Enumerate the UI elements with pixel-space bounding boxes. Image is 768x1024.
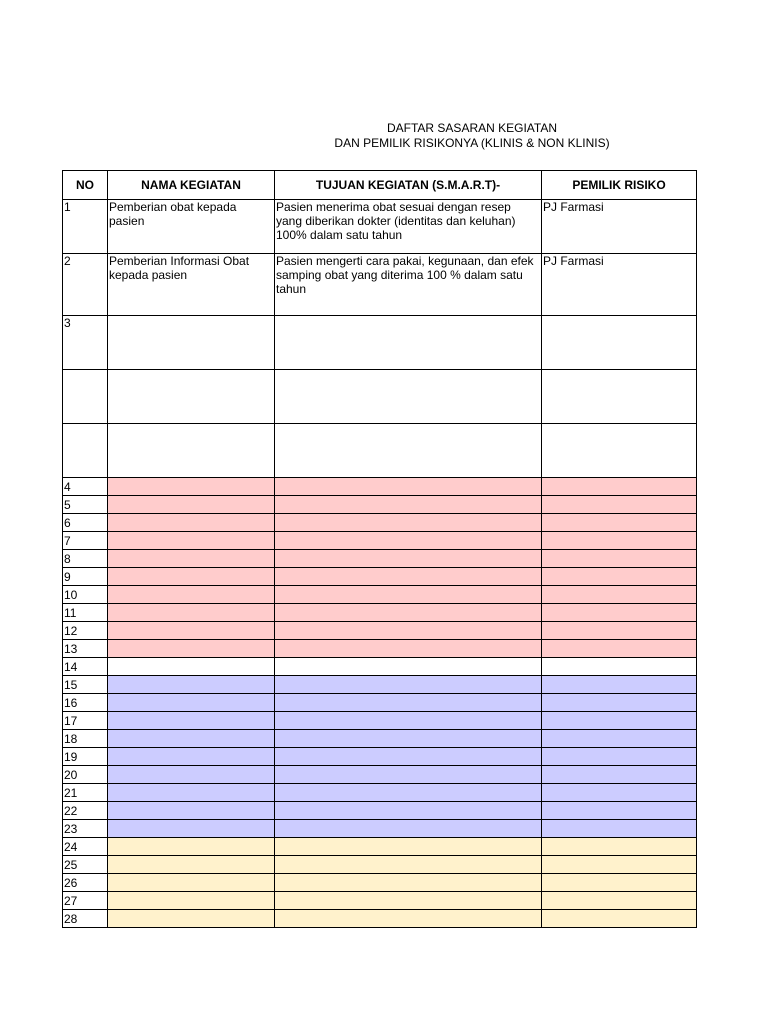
- cell-tujuan-kegiatan[interactable]: [275, 730, 542, 748]
- cell-nama-kegiatan[interactable]: [108, 766, 275, 784]
- table-row: [63, 838, 697, 856]
- cell-nama-kegiatan[interactable]: Pemberian obat kepada pasien: [108, 200, 275, 254]
- cell-no[interactable]: 19: [63, 748, 108, 766]
- cell-pemilik-risiko[interactable]: [542, 514, 697, 532]
- cell-pemilik-risiko[interactable]: [542, 424, 697, 478]
- table-row: [63, 478, 697, 496]
- cell-tujuan-kegiatan[interactable]: [275, 712, 542, 730]
- table-row: [63, 316, 697, 370]
- cell-pemilik-risiko[interactable]: [542, 820, 697, 838]
- cell-no[interactable]: 1: [63, 200, 108, 254]
- cell-nama-kegiatan[interactable]: [108, 694, 275, 712]
- cell-no[interactable]: 4: [63, 478, 108, 496]
- table-row: [63, 892, 697, 910]
- table-row: [63, 514, 697, 532]
- cell-tujuan-kegiatan[interactable]: [275, 838, 542, 856]
- cell-nama-kegiatan[interactable]: [108, 838, 275, 856]
- table-row: [63, 532, 697, 550]
- table-row: [63, 694, 697, 712]
- cell-tujuan-kegiatan[interactable]: [275, 658, 542, 676]
- cell-no[interactable]: 9: [63, 568, 108, 586]
- cell-pemilik-risiko[interactable]: [542, 478, 697, 496]
- table-row: [63, 640, 697, 658]
- cell-pemilik-risiko[interactable]: [542, 892, 697, 910]
- cell-nama-kegiatan[interactable]: [108, 604, 275, 622]
- cell-tujuan-kegiatan[interactable]: Pasien menerima obat sesuai dengan resep yang diberikan dokter (identitas dan keluhan) 100% dalam satu tahun: [275, 200, 542, 254]
- cell-no[interactable]: 14: [63, 658, 108, 676]
- table-row: [63, 586, 697, 604]
- cell-pemilik-risiko[interactable]: [542, 910, 697, 928]
- cell-tujuan-kegiatan[interactable]: [275, 370, 542, 424]
- cell-tujuan-kegiatan[interactable]: [275, 424, 542, 478]
- table-row: [63, 622, 697, 640]
- cell-pemilik-risiko[interactable]: [542, 496, 697, 514]
- table-row: [63, 910, 697, 928]
- table-row: [63, 874, 697, 892]
- cell-nama-kegiatan[interactable]: [108, 370, 275, 424]
- cell-nama-kegiatan[interactable]: [108, 892, 275, 910]
- table-row: [63, 496, 697, 514]
- cell-tujuan-kegiatan[interactable]: [275, 784, 542, 802]
- cell-nama-kegiatan[interactable]: [108, 730, 275, 748]
- cell-pemilik-risiko[interactable]: PJ Farmasi: [542, 254, 697, 316]
- cell-tujuan-kegiatan[interactable]: [275, 514, 542, 532]
- cell-no[interactable]: 8: [63, 550, 108, 568]
- cell-nama-kegiatan[interactable]: [108, 622, 275, 640]
- cell-no[interactable]: [63, 424, 108, 478]
- cell-nama-kegiatan[interactable]: [108, 856, 275, 874]
- document-title-line-2: DAN PEMILIK RISIKONYA (KLINIS & NON KLINIS): [334, 136, 610, 150]
- cell-pemilik-risiko[interactable]: [542, 568, 697, 586]
- cell-pemilik-risiko[interactable]: [542, 586, 697, 604]
- cell-nama-kegiatan[interactable]: [108, 514, 275, 532]
- cell-tujuan-kegiatan[interactable]: [275, 694, 542, 712]
- cell-pemilik-risiko[interactable]: [542, 730, 697, 748]
- cell-nama-kegiatan[interactable]: [108, 478, 275, 496]
- cell-pemilik-risiko[interactable]: [542, 370, 697, 424]
- header-nama-kegiatan: NAMA KEGIATAN: [108, 171, 275, 200]
- cell-no[interactable]: 18: [63, 730, 108, 748]
- cell-nama-kegiatan[interactable]: Pemberian Informasi Obat kepada pasien: [108, 254, 275, 316]
- cell-no[interactable]: 25: [63, 856, 108, 874]
- cell-no[interactable]: 17: [63, 712, 108, 730]
- cell-tujuan-kegiatan[interactable]: [275, 820, 542, 838]
- cell-pemilik-risiko[interactable]: [542, 550, 697, 568]
- cell-no[interactable]: 22: [63, 802, 108, 820]
- cell-nama-kegiatan[interactable]: [108, 784, 275, 802]
- header-pemilik-risiko: PEMILIK RISIKO: [542, 171, 697, 200]
- table-row: [63, 748, 697, 766]
- cell-no[interactable]: 23: [63, 820, 108, 838]
- cell-nama-kegiatan[interactable]: [108, 802, 275, 820]
- cell-nama-kegiatan[interactable]: [108, 640, 275, 658]
- cell-no[interactable]: 11: [63, 604, 108, 622]
- table-row: [63, 424, 697, 478]
- table-row: [63, 730, 697, 748]
- cell-nama-kegiatan[interactable]: [108, 586, 275, 604]
- cell-no[interactable]: 28: [63, 910, 108, 928]
- cell-pemilik-risiko[interactable]: [542, 856, 697, 874]
- table-row: [63, 568, 697, 586]
- cell-no[interactable]: 15: [63, 676, 108, 694]
- cell-no[interactable]: 5: [63, 496, 108, 514]
- cell-tujuan-kegiatan[interactable]: Pasien mengerti cara pakai, kegunaan, dan efek samping obat yang diterima 100 % dalam satu tahun: [275, 254, 542, 316]
- cell-nama-kegiatan[interactable]: [108, 568, 275, 586]
- cell-no[interactable]: 12: [63, 622, 108, 640]
- cell-pemilik-risiko[interactable]: [542, 694, 697, 712]
- cell-nama-kegiatan[interactable]: [108, 496, 275, 514]
- cell-pemilik-risiko[interactable]: PJ Farmasi: [542, 200, 697, 254]
- cell-pemilik-risiko[interactable]: [542, 874, 697, 892]
- table-row: [63, 370, 697, 424]
- header-no: NO: [63, 171, 108, 200]
- cell-tujuan-kegiatan[interactable]: [275, 586, 542, 604]
- cell-tujuan-kegiatan[interactable]: [275, 550, 542, 568]
- cell-no[interactable]: 13: [63, 640, 108, 658]
- cell-tujuan-kegiatan[interactable]: [275, 532, 542, 550]
- cell-tujuan-kegiatan[interactable]: [275, 766, 542, 784]
- table-row: [63, 766, 697, 784]
- cell-tujuan-kegiatan[interactable]: [275, 640, 542, 658]
- cell-nama-kegiatan[interactable]: [108, 874, 275, 892]
- table-row: [63, 604, 697, 622]
- cell-pemilik-risiko[interactable]: [542, 748, 697, 766]
- table-row: [63, 712, 697, 730]
- table-header-row: [63, 171, 697, 200]
- cell-pemilik-risiko[interactable]: [542, 784, 697, 802]
- cell-tujuan-kegiatan[interactable]: [275, 496, 542, 514]
- cell-no[interactable]: 3: [63, 316, 108, 370]
- cell-tujuan-kegiatan[interactable]: [275, 568, 542, 586]
- cell-pemilik-risiko[interactable]: [542, 802, 697, 820]
- cell-nama-kegiatan[interactable]: [108, 424, 275, 478]
- cell-tujuan-kegiatan[interactable]: [275, 622, 542, 640]
- cell-pemilik-risiko[interactable]: [542, 532, 697, 550]
- cell-tujuan-kegiatan[interactable]: [275, 748, 542, 766]
- cell-pemilik-risiko[interactable]: [542, 640, 697, 658]
- cell-no[interactable]: 6: [63, 514, 108, 532]
- table-row: [63, 820, 697, 838]
- cell-no[interactable]: 21: [63, 784, 108, 802]
- cell-no[interactable]: 2: [63, 254, 108, 316]
- cell-no[interactable]: 16: [63, 694, 108, 712]
- cell-no[interactable]: 7: [63, 532, 108, 550]
- cell-nama-kegiatan[interactable]: [108, 910, 275, 928]
- activity-target-table: [62, 170, 697, 928]
- cell-nama-kegiatan[interactable]: [108, 712, 275, 730]
- cell-nama-kegiatan[interactable]: [108, 820, 275, 838]
- cell-no[interactable]: 27: [63, 892, 108, 910]
- cell-tujuan-kegiatan[interactable]: [275, 478, 542, 496]
- cell-pemilik-risiko[interactable]: [542, 316, 697, 370]
- header-tujuan-kegiatan: TUJUAN KEGIATAN (S.M.A.R.T)-: [275, 171, 542, 200]
- cell-pemilik-risiko[interactable]: [542, 838, 697, 856]
- cell-pemilik-risiko[interactable]: [542, 766, 697, 784]
- cell-nama-kegiatan[interactable]: [108, 658, 275, 676]
- cell-nama-kegiatan[interactable]: [108, 316, 275, 370]
- cell-pemilik-risiko[interactable]: [542, 712, 697, 730]
- table-row: [63, 254, 697, 316]
- cell-nama-kegiatan[interactable]: [108, 748, 275, 766]
- table-row: [63, 784, 697, 802]
- document-title-line-1: DAFTAR SASARAN KEGIATAN: [386, 121, 558, 135]
- cell-no[interactable]: 10: [63, 586, 108, 604]
- table-row: [63, 676, 697, 694]
- cell-pemilik-risiko[interactable]: [542, 676, 697, 694]
- table-row: [63, 550, 697, 568]
- cell-pemilik-risiko[interactable]: [542, 604, 697, 622]
- cell-tujuan-kegiatan[interactable]: [275, 892, 542, 910]
- cell-nama-kegiatan[interactable]: [108, 532, 275, 550]
- cell-tujuan-kegiatan[interactable]: [275, 874, 542, 892]
- cell-no[interactable]: [63, 370, 108, 424]
- cell-no[interactable]: 24: [63, 838, 108, 856]
- cell-pemilik-risiko[interactable]: [542, 658, 697, 676]
- table-row: [63, 658, 697, 676]
- cell-tujuan-kegiatan[interactable]: [275, 802, 542, 820]
- cell-nama-kegiatan[interactable]: [108, 676, 275, 694]
- cell-nama-kegiatan[interactable]: [108, 550, 275, 568]
- cell-tujuan-kegiatan[interactable]: [275, 910, 542, 928]
- table-row: [63, 802, 697, 820]
- cell-pemilik-risiko[interactable]: [542, 622, 697, 640]
- cell-tujuan-kegiatan[interactable]: [275, 856, 542, 874]
- table-row: [63, 856, 697, 874]
- cell-tujuan-kegiatan[interactable]: [275, 604, 542, 622]
- cell-no[interactable]: 20: [63, 766, 108, 784]
- table-row: [63, 200, 697, 254]
- cell-no[interactable]: 26: [63, 874, 108, 892]
- cell-tujuan-kegiatan[interactable]: [275, 676, 542, 694]
- cell-tujuan-kegiatan[interactable]: [275, 316, 542, 370]
